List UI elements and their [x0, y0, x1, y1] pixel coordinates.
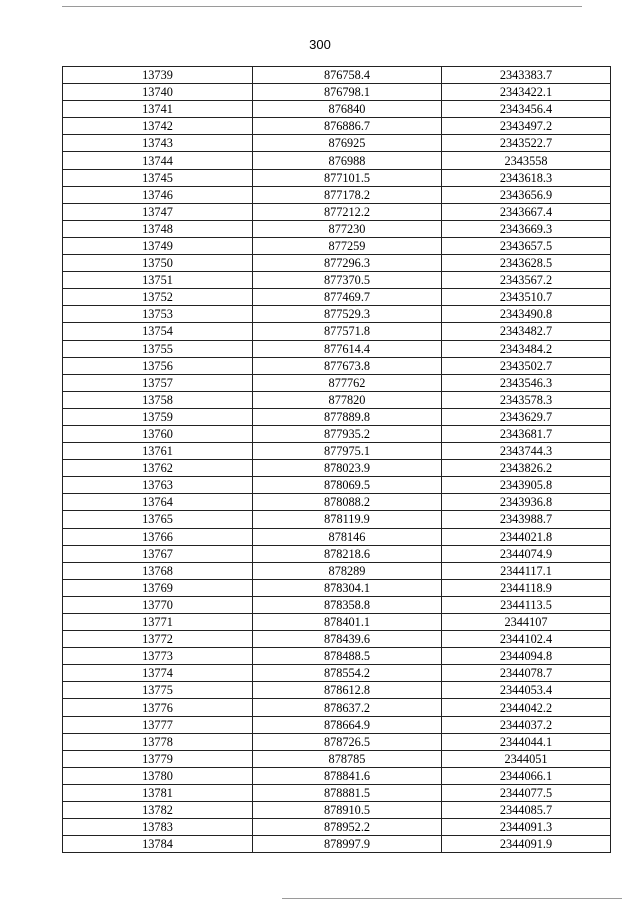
- table-row: [63, 579, 611, 596]
- point-number-cell: 13754: [63, 323, 253, 340]
- table-row: [63, 665, 611, 682]
- table-row: [63, 135, 611, 152]
- x-coordinate-cell: 878439.6: [253, 631, 442, 648]
- x-coordinate-cell: 878401.1: [253, 614, 442, 631]
- table-row: [63, 203, 611, 220]
- x-coordinate-cell: 878726.5: [253, 733, 442, 750]
- point-number-cell: 13761: [63, 443, 253, 460]
- x-coordinate-cell: 877212.2: [253, 203, 442, 220]
- table-row: [63, 750, 611, 767]
- table-row: [63, 614, 611, 631]
- point-number-cell: 13778: [63, 733, 253, 750]
- top-rule: [62, 6, 582, 7]
- y-coordinate-cell: 2343657.5: [442, 237, 611, 254]
- point-number-cell: 13782: [63, 802, 253, 819]
- table-row: [63, 631, 611, 648]
- point-number-cell: 13742: [63, 118, 253, 135]
- x-coordinate-cell: 878146: [253, 528, 442, 545]
- table-row: [63, 733, 611, 750]
- x-coordinate-cell: 876798.1: [253, 84, 442, 101]
- table-row: [63, 767, 611, 784]
- table-row: [63, 425, 611, 442]
- y-coordinate-cell: 2343558: [442, 152, 611, 169]
- x-coordinate-cell: 877529.3: [253, 306, 442, 323]
- point-number-cell: 13772: [63, 631, 253, 648]
- y-coordinate-cell: 2343656.9: [442, 186, 611, 203]
- x-coordinate-cell: 876925: [253, 135, 442, 152]
- x-coordinate-cell: 878881.5: [253, 784, 442, 801]
- point-number-cell: 13770: [63, 596, 253, 613]
- table-row: [63, 84, 611, 101]
- point-number-cell: 13743: [63, 135, 253, 152]
- point-number-cell: 13765: [63, 511, 253, 528]
- point-number-cell: 13757: [63, 374, 253, 391]
- table-row: [63, 152, 611, 169]
- x-coordinate-cell: 876758.4: [253, 67, 442, 84]
- x-coordinate-cell: 878952.2: [253, 819, 442, 836]
- x-coordinate-cell: 878785: [253, 750, 442, 767]
- point-number-cell: 13753: [63, 306, 253, 323]
- x-coordinate-cell: 878119.9: [253, 511, 442, 528]
- point-number-cell: 13776: [63, 699, 253, 716]
- point-number-cell: 13755: [63, 340, 253, 357]
- table-row: [63, 237, 611, 254]
- point-number-cell: 13759: [63, 408, 253, 425]
- point-number-cell: 13767: [63, 545, 253, 562]
- x-coordinate-cell: 877614.4: [253, 340, 442, 357]
- x-coordinate-cell: 878664.9: [253, 716, 442, 733]
- coordinates-table: [62, 66, 611, 853]
- y-coordinate-cell: 2343681.7: [442, 425, 611, 442]
- table-row: [63, 802, 611, 819]
- x-coordinate-cell: 878088.2: [253, 494, 442, 511]
- table-row: [63, 408, 611, 425]
- point-number-cell: 13746: [63, 186, 253, 203]
- bottom-rule: [282, 898, 622, 899]
- table-row: [63, 528, 611, 545]
- x-coordinate-cell: 876988: [253, 152, 442, 169]
- point-number-cell: 13760: [63, 425, 253, 442]
- y-coordinate-cell: 2344042.2: [442, 699, 611, 716]
- table-row: [63, 357, 611, 374]
- y-coordinate-cell: 2344077.5: [442, 784, 611, 801]
- x-coordinate-cell: 877469.7: [253, 289, 442, 306]
- point-number-cell: 13771: [63, 614, 253, 631]
- page-number: 300: [309, 37, 331, 52]
- table-row: [63, 494, 611, 511]
- x-coordinate-cell: 878997.9: [253, 836, 442, 853]
- y-coordinate-cell: 2344091.9: [442, 836, 611, 853]
- table-row: [63, 648, 611, 665]
- y-coordinate-cell: 2344066.1: [442, 767, 611, 784]
- point-number-cell: 13783: [63, 819, 253, 836]
- table-row: [63, 306, 611, 323]
- table-row: [63, 596, 611, 613]
- table-row: [63, 67, 611, 84]
- table-row: [63, 460, 611, 477]
- table-row: [63, 272, 611, 289]
- point-number-cell: 13762: [63, 460, 253, 477]
- x-coordinate-cell: 878488.5: [253, 648, 442, 665]
- point-number-cell: 13769: [63, 579, 253, 596]
- point-number-cell: 13747: [63, 203, 253, 220]
- point-number-cell: 13779: [63, 750, 253, 767]
- y-coordinate-cell: 2344074.9: [442, 545, 611, 562]
- y-coordinate-cell: 2343522.7: [442, 135, 611, 152]
- table-row: [63, 323, 611, 340]
- point-number-cell: 13748: [63, 220, 253, 237]
- y-coordinate-cell: 2344085.7: [442, 802, 611, 819]
- y-coordinate-cell: 2343578.3: [442, 391, 611, 408]
- table-row: [63, 836, 611, 853]
- x-coordinate-cell: 877296.3: [253, 255, 442, 272]
- x-coordinate-cell: 878023.9: [253, 460, 442, 477]
- x-coordinate-cell: 878069.5: [253, 477, 442, 494]
- y-coordinate-cell: 2344117.1: [442, 562, 611, 579]
- y-coordinate-cell: 2343826.2: [442, 460, 611, 477]
- table-row: [63, 819, 611, 836]
- y-coordinate-cell: 2344051: [442, 750, 611, 767]
- table-row: [63, 374, 611, 391]
- table-row: [63, 784, 611, 801]
- x-coordinate-cell: 877571.8: [253, 323, 442, 340]
- y-coordinate-cell: 2343905.8: [442, 477, 611, 494]
- x-coordinate-cell: 878218.6: [253, 545, 442, 562]
- table-row: [63, 118, 611, 135]
- point-number-cell: 13749: [63, 237, 253, 254]
- x-coordinate-cell: 878910.5: [253, 802, 442, 819]
- point-number-cell: 13768: [63, 562, 253, 579]
- x-coordinate-cell: 877370.5: [253, 272, 442, 289]
- point-number-cell: 13780: [63, 767, 253, 784]
- x-coordinate-cell: 878358.8: [253, 596, 442, 613]
- y-coordinate-cell: 2343484.2: [442, 340, 611, 357]
- y-coordinate-cell: 2344078.7: [442, 665, 611, 682]
- point-number-cell: 13763: [63, 477, 253, 494]
- table-row: [63, 716, 611, 733]
- point-number-cell: 13758: [63, 391, 253, 408]
- y-coordinate-cell: 2343502.7: [442, 357, 611, 374]
- point-number-cell: 13774: [63, 665, 253, 682]
- point-number-cell: 13764: [63, 494, 253, 511]
- point-number-cell: 13739: [63, 67, 253, 84]
- y-coordinate-cell: 2343988.7: [442, 511, 611, 528]
- table-row: [63, 340, 611, 357]
- x-coordinate-cell: 877889.8: [253, 408, 442, 425]
- y-coordinate-cell: 2344113.5: [442, 596, 611, 613]
- y-coordinate-cell: 2343546.3: [442, 374, 611, 391]
- x-coordinate-cell: 878841.6: [253, 767, 442, 784]
- point-number-cell: 13752: [63, 289, 253, 306]
- x-coordinate-cell: 877101.5: [253, 169, 442, 186]
- coordinates-table-body: [63, 67, 611, 853]
- y-coordinate-cell: 2344037.2: [442, 716, 611, 733]
- point-number-cell: 13777: [63, 716, 253, 733]
- x-coordinate-cell: 876840: [253, 101, 442, 118]
- x-coordinate-cell: 877935.2: [253, 425, 442, 442]
- point-number-cell: 13775: [63, 682, 253, 699]
- x-coordinate-cell: 878637.2: [253, 699, 442, 716]
- y-coordinate-cell: 2343618.3: [442, 169, 611, 186]
- y-coordinate-cell: 2344094.8: [442, 648, 611, 665]
- y-coordinate-cell: 2344021.8: [442, 528, 611, 545]
- x-coordinate-cell: 878304.1: [253, 579, 442, 596]
- point-number-cell: 13740: [63, 84, 253, 101]
- point-number-cell: 13750: [63, 255, 253, 272]
- y-coordinate-cell: 2344053.4: [442, 682, 611, 699]
- table-row: [63, 443, 611, 460]
- table-row: [63, 186, 611, 203]
- point-number-cell: 13751: [63, 272, 253, 289]
- x-coordinate-cell: 877178.2: [253, 186, 442, 203]
- point-number-cell: 13781: [63, 784, 253, 801]
- point-number-cell: 13744: [63, 152, 253, 169]
- table-row: [63, 699, 611, 716]
- y-coordinate-cell: 2343482.7: [442, 323, 611, 340]
- y-coordinate-cell: 2343497.2: [442, 118, 611, 135]
- table-row: [63, 562, 611, 579]
- x-coordinate-cell: 878289: [253, 562, 442, 579]
- table-row: [63, 391, 611, 408]
- table-row: [63, 682, 611, 699]
- y-coordinate-cell: 2343744.3: [442, 443, 611, 460]
- x-coordinate-cell: 878612.8: [253, 682, 442, 699]
- y-coordinate-cell: 2344044.1: [442, 733, 611, 750]
- table-row: [63, 169, 611, 186]
- table-row: [63, 255, 611, 272]
- table-row: [63, 101, 611, 118]
- table-row: [63, 220, 611, 237]
- y-coordinate-cell: 2344107: [442, 614, 611, 631]
- y-coordinate-cell: 2343936.8: [442, 494, 611, 511]
- table-row: [63, 289, 611, 306]
- table-row: [63, 545, 611, 562]
- x-coordinate-cell: 876886.7: [253, 118, 442, 135]
- y-coordinate-cell: 2344118.9: [442, 579, 611, 596]
- y-coordinate-cell: 2343456.4: [442, 101, 611, 118]
- y-coordinate-cell: 2343510.7: [442, 289, 611, 306]
- x-coordinate-cell: 877230: [253, 220, 442, 237]
- y-coordinate-cell: 2343567.2: [442, 272, 611, 289]
- table-row: [63, 477, 611, 494]
- point-number-cell: 13745: [63, 169, 253, 186]
- point-number-cell: 13756: [63, 357, 253, 374]
- y-coordinate-cell: 2344091.3: [442, 819, 611, 836]
- y-coordinate-cell: 2343669.3: [442, 220, 611, 237]
- x-coordinate-cell: 877259: [253, 237, 442, 254]
- y-coordinate-cell: 2343628.5: [442, 255, 611, 272]
- x-coordinate-cell: 877673.8: [253, 357, 442, 374]
- y-coordinate-cell: 2343667.4: [442, 203, 611, 220]
- x-coordinate-cell: 877975.1: [253, 443, 442, 460]
- y-coordinate-cell: 2343383.7: [442, 67, 611, 84]
- y-coordinate-cell: 2343422.1: [442, 84, 611, 101]
- point-number-cell: 13766: [63, 528, 253, 545]
- point-number-cell: 13741: [63, 101, 253, 118]
- x-coordinate-cell: 877820: [253, 391, 442, 408]
- point-number-cell: 13784: [63, 836, 253, 853]
- y-coordinate-cell: 2343629.7: [442, 408, 611, 425]
- point-number-cell: 13773: [63, 648, 253, 665]
- y-coordinate-cell: 2343490.8: [442, 306, 611, 323]
- y-coordinate-cell: 2344102.4: [442, 631, 611, 648]
- x-coordinate-cell: 877762: [253, 374, 442, 391]
- table-row: [63, 511, 611, 528]
- x-coordinate-cell: 878554.2: [253, 665, 442, 682]
